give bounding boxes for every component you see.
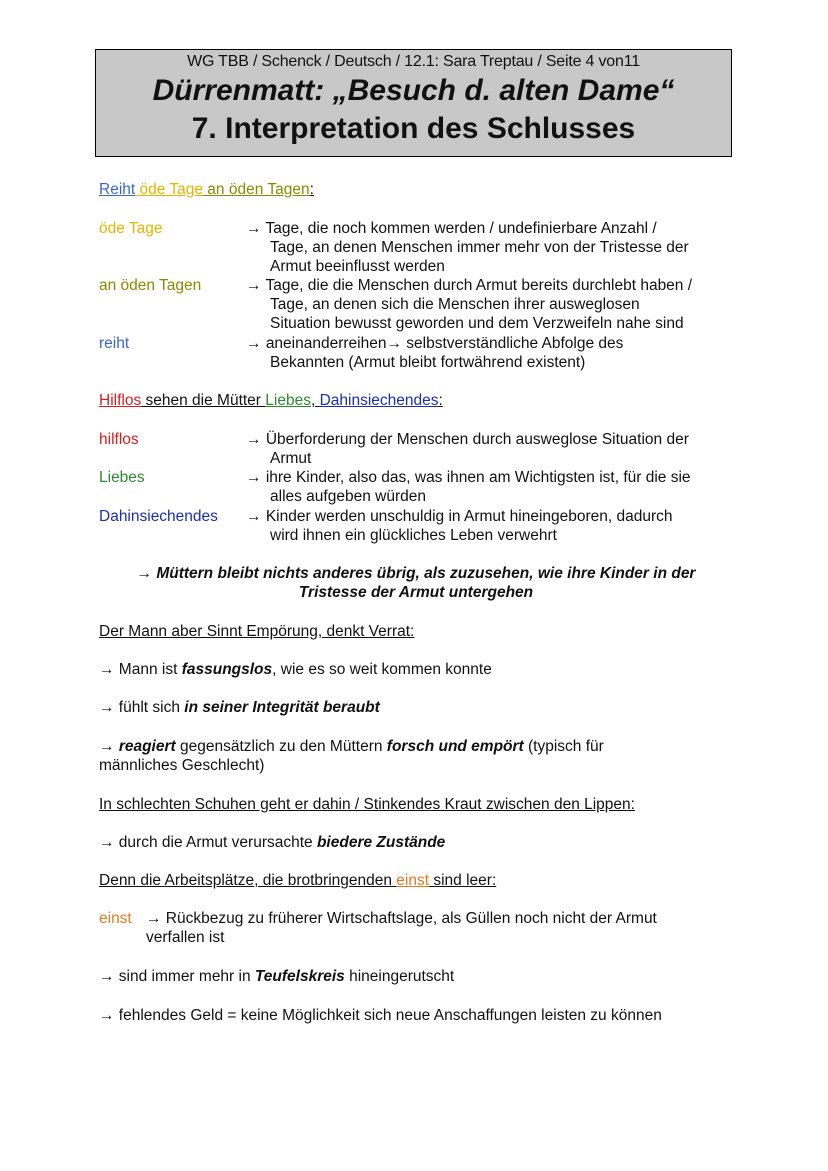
- definition-an-oeden-tagen: → Tage, die die Menschen durch Armut bereits durchlebt haben / Tage, an denen sich die Menschen ihrer ausweglosen Situation bewusst geworden und dem Verzweifeln nahe sind: [246, 277, 693, 332]
- document-subtitle: 7. Interpretation des Schlusses: [191, 112, 636, 145]
- paragraph-reagiert: → reagiert gegensätzlich zu den Müttern forsch und empört (typisch für männliches Geschlecht): [99, 738, 604, 774]
- definition-dahinsiechendes: → Kinder werden unschuldig in Armut hineingeboren, dadurch wird ihnen ein glückliches Leben verwehrt: [246, 508, 673, 544]
- term-oede-tage: öde Tage: [99, 220, 163, 237]
- title-box: [95, 49, 732, 157]
- term-liebes: Liebes: [99, 469, 145, 486]
- definition-hilflos: → Überforderung der Menschen durch ausweglose Situation der Armut: [246, 431, 689, 467]
- section4-heading: In schlechten Schuhen geht er dahin / Stinkendes Kraut zwischen den Lippen:: [99, 796, 635, 813]
- term-hilflos: hilflos: [99, 431, 139, 448]
- term-einst: einst: [99, 910, 132, 927]
- term-dahinsiechendes: Dahinsiechendes: [99, 508, 218, 525]
- paragraph-biedere-zustaende: → durch die Armut verursachte biedere Zustände: [99, 834, 446, 851]
- definition-einst: → Rückbezug zu früherer Wirtschaftslage, als Güllen noch nicht der Armut verfallen ist: [146, 910, 657, 946]
- term-an-oeden-tagen: an öden Tagen: [99, 277, 202, 294]
- section2-heading: Hilflos sehen die Mütter Liebes, Dahinsiechendes:: [99, 392, 443, 409]
- paragraph-fassungslos: → Mann ist fassungslos, wie es so weit kommen konnte: [99, 661, 492, 678]
- definition-liebes: → ihre Kinder, also das, was ihnen am Wichtigsten ist, für die sie alles aufgeben würden: [246, 469, 691, 505]
- section3-heading: Der Mann aber Sinnt Empörung, denkt Verrat:: [99, 623, 415, 640]
- section5-heading: Denn die Arbeitsplätze, die brotbringenden einst sind leer:: [99, 872, 497, 889]
- paragraph-integritaet: → fühlt sich in seiner Integrität beraubt: [99, 699, 380, 716]
- document-title: Dürrenmatt: „Besuch d. alten Dame“: [152, 74, 675, 107]
- paragraph-fehlendes-geld: → fehlendes Geld = keine Möglichkeit sich neue Anschaffungen leisten zu können: [99, 1007, 662, 1024]
- paragraph-teufelskreis: → sind immer mehr in Teufelskreis hineingerutscht: [99, 968, 455, 985]
- section1-heading: Reiht öde Tage an öden Tagen:: [99, 181, 314, 198]
- conclusion: → Müttern bleibt nichts anderes übrig, als zuzusehen, wie ihre Kinder in der Tristesse der Armut untergehen: [136, 565, 696, 601]
- definition-oede-tage: → Tage, die noch kommen werden / undefinierbare Anzahl / Tage, an denen Menschen immer mehr von der Tristesse der Armut beeinflusst werden: [246, 220, 689, 275]
- header-meta: WG TBB / Schenck / Deutsch / 12.1: Sara Treptau / Seite 4 von11: [187, 53, 640, 70]
- term-reiht: reiht: [99, 335, 130, 352]
- definition-reiht: → aneinanderreihen→ selbstverständliche Abfolge des Bekannten (Armut bleibt fortwährend existent): [246, 335, 624, 371]
